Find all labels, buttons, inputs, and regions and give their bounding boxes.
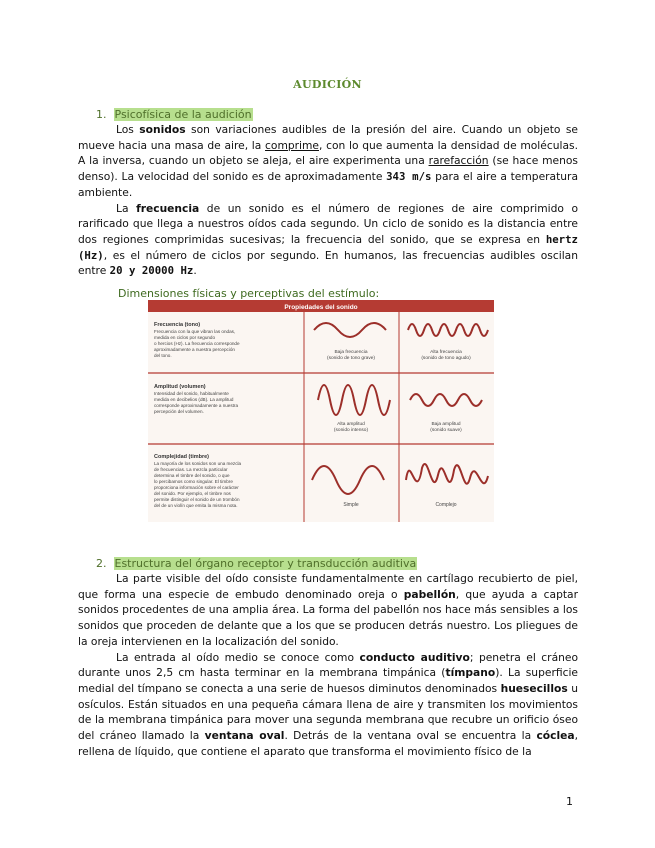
low-amplitude-label: Baja amplitud bbox=[431, 422, 461, 427]
svg-text:(sonido de tono agudo): (sonido de tono agudo) bbox=[421, 356, 471, 361]
paragraph-sonidos: Los sonidos son variaciones audibles de la presión del aire. Cuando un objeto se mueve hacia una masa de aire, la comprime, con lo que aumenta la densidad de moléculas. A la inversa, cuando un objeto se aleja, el aire experimenta una rarefacción (se hace menos denso). La velocidad del sonido es de aproximadamente 343 m/s para el aire a temperatura ambiente. La frecuencia de un sonido es el número de regiones de aire comprimido o rarificado que llega a nuestros oídos cada segundo. Un ciclo de sonido es la distancia entre dos regiones comprimidas sucesivas; la frecuencia del sonido, que se expresa en hertz (Hz), es el número de ciclos por segundo. En humanos, las frecuencias audibles oscilan entre 20 y 20000 Hz. bbox=[78, 123, 579, 278]
svg-text:(sonido de tono grave): (sonido de tono grave) bbox=[327, 356, 375, 361]
svg-text:del sonido. Por ejemplo, el ti: del sonido. Por ejemplo, el timbre nos bbox=[154, 491, 231, 496]
svg-text:Frecuencia con la que vibran l: Frecuencia con la que vibran las ondas, bbox=[154, 329, 236, 334]
simple-label: Simple bbox=[343, 502, 359, 508]
row2-title: Amplitud (volumen) bbox=[154, 384, 206, 390]
section-number: 1. bbox=[96, 108, 107, 121]
svg-text:Intensidad del sonido, habitua: Intensidad del sonido, habitualmente bbox=[154, 391, 229, 396]
svg-text:determina el timbre del sonido: determina el timbre del sonido, o que bbox=[154, 473, 230, 478]
section-heading-2 bbox=[96, 557, 417, 570]
low-frequency-label: Baja frecuencia bbox=[334, 350, 368, 355]
row1-title: Frecuencia (tono) bbox=[154, 322, 201, 328]
svg-text:o hercios (Hz). La frecuencia: o hercios (Hz). La frecuencia corresponde bbox=[154, 341, 240, 346]
svg-text:permite distinguir el sonido d: permite distinguir el sonido de un trombón bbox=[154, 497, 240, 502]
svg-text:lo percibamos como singular. E: lo percibamos como singular. El timbre bbox=[154, 479, 233, 484]
section-title: Estructura del órgano receptor y transducción auditiva bbox=[114, 557, 417, 570]
sound-properties-figure bbox=[148, 300, 494, 522]
svg-text:del tono.: del tono. bbox=[154, 353, 172, 358]
figure-caption: Dimensiones físicas y perceptivas del estímulo: bbox=[118, 287, 380, 300]
page-number: 1 bbox=[566, 795, 573, 808]
svg-text:proporciona información sobre: proporciona información sobre el carácter bbox=[154, 485, 239, 490]
svg-text:corresponde aproximadamente a: corresponde aproximadamente a nuestra bbox=[154, 403, 239, 408]
svg-text:del de un violín que emita la: del de un violín que emita la misma nota. bbox=[154, 503, 238, 508]
section-title: Psicofísica de la audición bbox=[114, 108, 252, 121]
svg-text:de frecuencias. La mezcla part: de frecuencias. La mezcla particular bbox=[154, 467, 228, 472]
high-frequency-label: Alta frecuencia bbox=[430, 350, 462, 355]
figure-header: Propiedades del sonido bbox=[284, 304, 358, 311]
complex-label: Complejo bbox=[435, 502, 457, 508]
svg-text:percepción del volumen.: percepción del volumen. bbox=[154, 409, 204, 414]
svg-text:medida en ciclos por segundo: medida en ciclos por segundo bbox=[154, 335, 216, 340]
row3-title: Complejidad (timbre) bbox=[154, 454, 210, 460]
paragraph-oido: La parte visible del oído consiste fundamentalmente en cartílago recubierto de piel, que forma una especie de embudo denominado oreja o pabellón, que ayuda a captar sonidos procedentes de una amplia área. La forma del pabellón nos hace más sensibles a los sonidos que proceden de delante que a los que se producen detrás nuestro. Los pliegues de la oreja intervienen en la localización del sonido. La entrada al oído medio se conoce como conducto auditivo; penetra el cráneo durante unos 2,5 cm hasta terminar en la membrana timpánica (tímpano). La superficie medial del tímpano se conecta a una serie de huesos diminutos denominados huesecillos u osículos. Están situados en una pequeña cámara llena de aire y transmiten los movimientos de la membrana timpánica para mover una segunda membrana que recubre un orificio óseo del cráneo llamado la ventana oval. Detrás de la ventana oval se encuentra la cóclea, rellena de líquido, que contiene el aparato que transforma el movimiento físico de la bbox=[78, 572, 579, 758]
high-amplitude-label: Alta amplitud bbox=[337, 422, 365, 427]
svg-text:medida en decibelios (dB). La: medida en decibelios (dB). La amplitud bbox=[154, 397, 234, 402]
svg-text:(sonido intenso): (sonido intenso) bbox=[333, 428, 369, 433]
page-title: AUDICIÓN bbox=[293, 78, 362, 91]
svg-text:(sonido suave): (sonido suave) bbox=[430, 428, 462, 433]
svg-text:La mayoría de los sonidos son: La mayoría de los sonidos son una mezcla bbox=[154, 461, 242, 466]
section-number: 2. bbox=[96, 557, 107, 570]
svg-text:aproximadamente a nuestra perc: aproximadamente a nuestra percepción bbox=[154, 347, 235, 352]
section-heading-1 bbox=[96, 108, 253, 121]
